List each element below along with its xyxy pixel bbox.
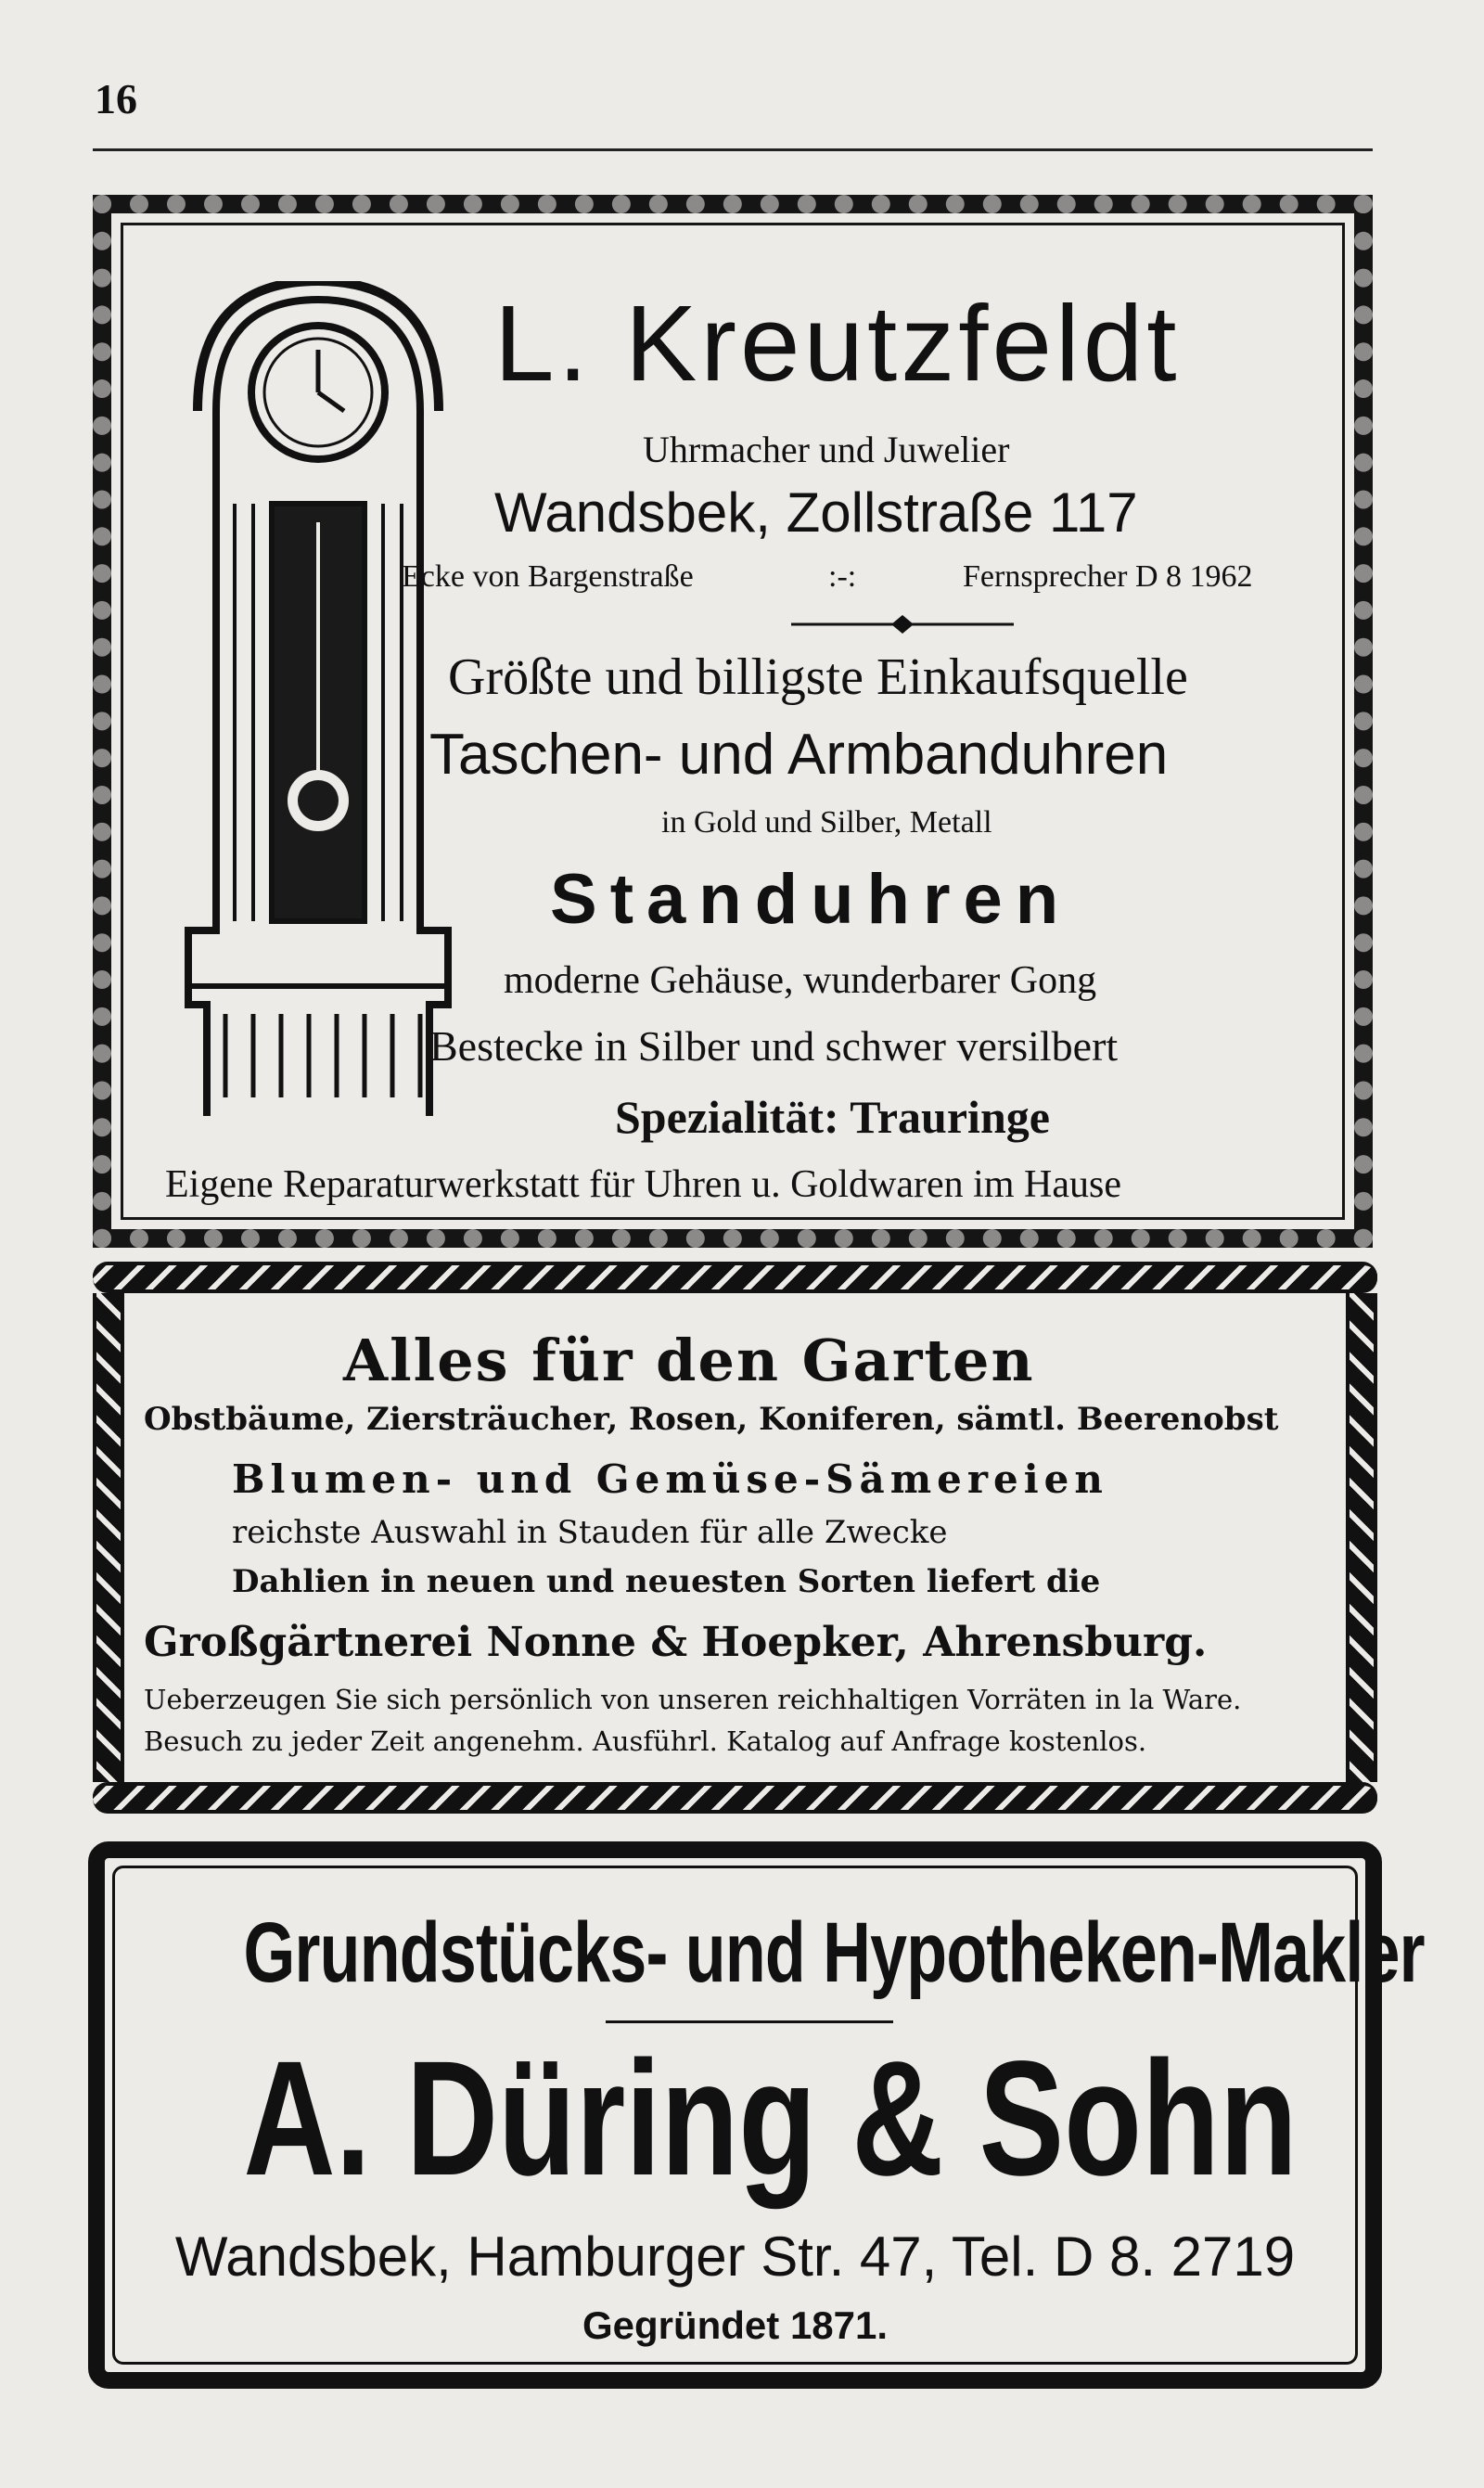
during-firm: A. Düring & Sohn [243, 2028, 1298, 2210]
kreutzfeldt-trade: Uhrmacher und Juwelier [643, 429, 1010, 470]
kreutzfeldt-corner: Ecke von Bargenstraße [402, 559, 694, 594]
rope-border-right [1346, 1293, 1377, 1782]
kreutzfeldt-metals: in Gold und Silber, Metall [661, 805, 992, 840]
rope-border-top [93, 1262, 1377, 1293]
garden-nursery: Großgärtnerei Nonne & Hoepker, Ahrensburg. [144, 1619, 1208, 1666]
kreutzfeldt-address: Wandsbek, Zollstraße 117 [494, 481, 1138, 544]
kreutzfeldt-source: Größte und billigste Einkaufsquelle [448, 648, 1188, 706]
garden-seeds: Blumen- und Gemüse-Sämereien [232, 1456, 1108, 1502]
garden-trees: Obstbäume, Ziersträucher, Rosen, Koniferen, sämtl. Beerenobst [144, 1401, 1279, 1438]
kreutzfeldt-watches: Taschen- und Armbanduhren [429, 723, 1169, 787]
rope-border-bottom [93, 1782, 1377, 1814]
kreutzfeldt-repair: Eigene Reparaturwerkstatt für Uhren u. Goldwaren im Hause [165, 1163, 1121, 1206]
diamond-ornament-icon [791, 615, 1014, 634]
kreutzfeldt-phone: Fernsprecher D 8 1962 [963, 559, 1253, 594]
garden-perennials: reichste Auswahl in Stauden für alle Zwecke [232, 1514, 948, 1551]
during-founded: Gegründet 1871. [582, 2303, 889, 2347]
kreutzfeldt-cases: moderne Gehäuse, wunderbarer Gong [504, 959, 1097, 1002]
header-rule [93, 148, 1373, 151]
ad-garden [93, 1262, 1377, 1814]
rope-border-left [93, 1293, 124, 1782]
during-address: Wandsbek, Hamburger Str. 47, Tel. D 8. 2719 [174, 2225, 1296, 2288]
kreutzfeldt-special: Spezialität: Trauringe [615, 1091, 1050, 1143]
garden-visit-line-2: Besuch zu jeder Zeit angenehm. Ausführl. Katalog auf Anfrage kostenlos. [144, 1725, 1147, 1757]
page-number: 16 [95, 75, 137, 122]
garden-dahlias: Dahlien in neuen und neuesten Sorten liefert die [232, 1563, 1101, 1600]
garden-visit-line-1: Ueberzeugen Sie sich persönlich von unseren reichhaltigen Vorräten in la Ware. [144, 1684, 1242, 1715]
kreutzfeldt-standuhren: Standuhren [550, 860, 1072, 939]
garden-title: Alles für den Garten [343, 1327, 1035, 1394]
grandfather-clock-illustration [179, 281, 457, 1116]
kreutzfeldt-cutlery: Bestecke in Silber und schwer versilbert [429, 1022, 1119, 1070]
kreutzfeldt-name: L. Kreutzfeldt [494, 283, 1181, 404]
ad-kreutzfeldt-inner-frame [121, 223, 1345, 1220]
during-trade: Grundstücks- und Hypotheken-Makler [243, 1905, 1425, 2000]
ad-during [88, 1841, 1425, 2389]
during-divider [606, 2020, 893, 2023]
kreutzfeldt-separator: :-: [828, 559, 857, 594]
ad-kreutzfeldt [93, 195, 1373, 1248]
